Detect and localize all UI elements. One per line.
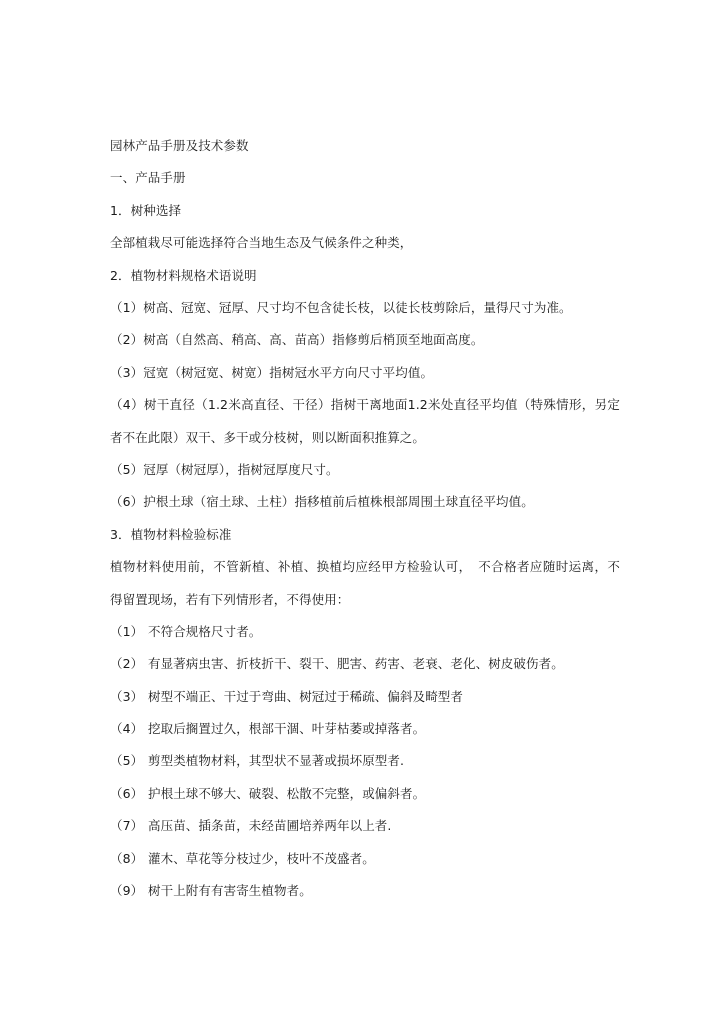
item-text: 剪型类植物材料，其型状不显著或损坏原型者. bbox=[148, 753, 405, 769]
term-item: （5）冠厚（树冠厚），指树冠厚度尺寸。 bbox=[110, 461, 339, 477]
item-number: （2） bbox=[110, 656, 144, 672]
inspection-item bbox=[110, 745, 620, 777]
subsection-heading-inspection: 3．植物材料检验标准 bbox=[110, 526, 232, 542]
inspection-item bbox=[110, 843, 620, 875]
item-number: （5） bbox=[110, 753, 144, 769]
item-number: （7） bbox=[110, 818, 144, 834]
item-text: 不符合规格尺寸者。 bbox=[148, 623, 262, 639]
section-heading: 一、产品手册 bbox=[110, 170, 186, 186]
item-number: （8） bbox=[110, 850, 144, 866]
term-item: （6）护根土球（宿土球、土柱）指移植前后植株根部周围土球直径平均值。 bbox=[110, 494, 534, 510]
inspection-item bbox=[110, 778, 620, 810]
inspection-item bbox=[110, 713, 620, 745]
item-number: （9） bbox=[110, 883, 144, 899]
subsection-heading-species: 1．树种选择 bbox=[110, 202, 182, 218]
term-item: （2）树高（自然高、稍高、高、苗高）指修剪后梢顶至地面高度。 bbox=[110, 332, 484, 348]
item-number: （3） bbox=[110, 688, 144, 704]
species-text: 全部植栽尽可能选择符合当地生态及气候条件之种类， bbox=[110, 235, 413, 251]
item-text: 挖取后搁置过久，根部干涸、叶芽枯萎或掉落者。 bbox=[148, 721, 426, 737]
document-title: 园林产品手册及技术参数 bbox=[110, 138, 249, 153]
item-text: 灌木、草花等分枝过少，枝叶不茂盛者。 bbox=[148, 850, 375, 866]
inspection-item bbox=[110, 616, 620, 648]
term-item: （1）树高、冠宽、冠厚、尺寸均不包含徒长枝，以徒长枝剪除后，量得尺寸为准。 bbox=[110, 299, 572, 315]
item-text: 高压苗、插条苗，未经苗圃培养两年以上者. bbox=[148, 818, 392, 834]
item-text: 树干上附有有害寄生植物者。 bbox=[148, 883, 312, 899]
item-number: （6） bbox=[110, 785, 144, 801]
inspection-item bbox=[110, 810, 620, 842]
item-number: （1） bbox=[110, 623, 144, 639]
inspection-item bbox=[110, 648, 620, 680]
item-number: （4） bbox=[110, 721, 144, 737]
inspection-item bbox=[110, 681, 620, 713]
subsection-heading-terms: 2．植物材料规格术语说明 bbox=[110, 267, 257, 283]
item-text: 有显著病虫害、折枝折干、裂干、肥害、药害、老衰、老化、树皮破伤者。 bbox=[148, 656, 564, 672]
inspection-item bbox=[110, 875, 620, 907]
term-item: （3）冠宽（树冠宽、树宽）指树冠水平方向尺寸平均值。 bbox=[110, 364, 434, 380]
item-text: 树型不端正、干过于弯曲、树冠过于稀疏、偏斜及畸型者 bbox=[148, 688, 464, 704]
inspection-intro: 植物材料使用前，不管新植、补植、换植均应经甲方检验认可， 不合格者应随时运离，不得留置现场，若有下列情形者，不得使用： bbox=[110, 559, 620, 607]
item-text: 护根土球不够大、破裂、松散不完整，或偏斜者。 bbox=[148, 785, 426, 801]
document-body bbox=[110, 130, 620, 907]
term-item: （4）树干直径（1.2米高直径、干径）指树干离地面1.2米处直径平均值（特殊情形，另定者不在此限）双干、多干或分枝树，则以断面积推算之。 bbox=[110, 397, 620, 445]
